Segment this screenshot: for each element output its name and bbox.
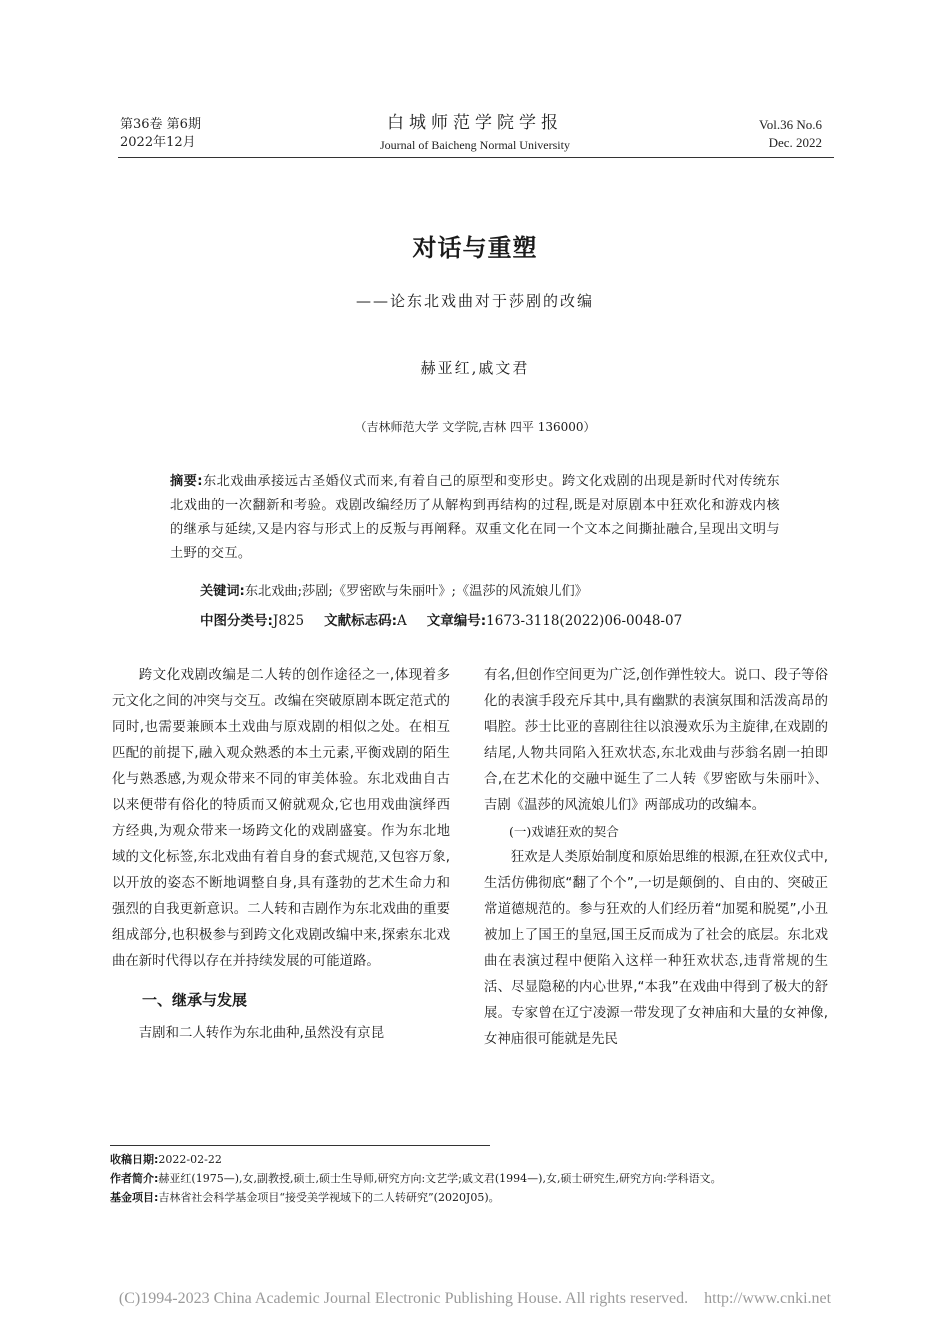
- clc-label: 中图分类号:: [200, 613, 273, 629]
- abstract-label: 摘要:: [170, 474, 203, 489]
- received-date: [110, 1150, 830, 1169]
- footnotes: [110, 1150, 830, 1207]
- affiliation: （吉林师范大学 文学院,吉林 四平 136000）: [354, 420, 596, 434]
- doc-code-value: A: [397, 613, 407, 629]
- paragraph: 跨文化戏剧改编是二人转的创作途径之一,体现着多元文化之间的冲突与交互。改编在突破原剧本既定范式的同时,也需要兼顾本土戏曲与原戏剧的相似之处。在相互匹配的前提下,融入观众熟悉的本土元素,平衡戏剧的陌生化与熟悉感,为观众带来不同的审美体验。东北戏曲自古以来便带有俗化的特质而又俯就观众,它也用戏曲演绎西方经典,为观众带来一场跨文化的戏剧盛宴。作为东北地域的文化标签,东北戏曲有着自身的套式规范,又包容万象,以开放的姿态不断地调整自身,具有蓬勃的艺术生命力和强烈的自我更新意识。二人转和吉剧作为东北戏曲的重要组成部分,也积极参与到跨文化戏剧改编中来,探索东北戏曲在新时代得以存在并持续发展的可能道路。: [112, 668, 450, 969]
- received-label: 收稿日期:: [110, 1153, 159, 1166]
- issue-date-cn: 2022年12月: [120, 135, 196, 150]
- subsection-heading: (一)戏谑狂欢的契合: [509, 824, 619, 839]
- abstract-text: 东北戏曲承接远古圣婚仪式而来,有着自己的原型和变形史。跨文化戏剧的出现是新时代对传统东北戏曲的一次翻新和考验。戏剧改编经历了从解构到再结构的过程,既是对原剧本中狂欢化和游戏内核的继承与延续,又是内容与形式上的反叛与再阐释。双重文化在同一个文本之间撕扯融合,呈现出文明与土野的交互。: [170, 474, 780, 561]
- fund-text: 吉林省社会科学基金项目“接受美学视域下的二人转研究”(2020J05)。: [158, 1191, 500, 1204]
- abstract: [170, 470, 780, 566]
- journal-title-en: Journal of Baicheng Normal University: [380, 138, 570, 152]
- paragraph: 狂欢是人类原始制度和原始思维的根源,在狂欢仪式中,生活仿佛彻底“翻了个个”,一切是颠倒的、自由的、突破正常道德规范的。参与狂欢的人们经历着“加冕和脱冕”,小丑被加上了国王的皇冠,国王反而成为了社会的底层。东北戏曲在表演过程中便陷入这样一种狂欢状态,违背常规的生活、尽显隐秘的内心世界,“本我”在戏曲中得到了极大的舒展。专家曾在辽宁凌源一带发现了女神庙和大量的女神像,女神庙很可能就是先民: [484, 850, 828, 1047]
- body-column-left: [112, 663, 450, 1047]
- keywords-label: 关键词:: [200, 584, 245, 599]
- bio-text: 赫亚红(1975—),女,副教授,硕士,硕士生导师,研究方向:文艺学;戚文君(1994—),女,硕士研究生,研究方向:学科语文。: [158, 1172, 722, 1185]
- classification-line: [200, 609, 682, 633]
- author-list: 赫亚红,戚文君: [420, 359, 530, 377]
- keywords: [200, 580, 588, 604]
- received-value: 2022-02-22: [158, 1153, 222, 1166]
- volume-issue-en: Vol.36 No.6: [759, 117, 822, 132]
- volume-issue: 第36卷 第6期: [120, 117, 201, 132]
- body-column-right: [484, 663, 828, 1053]
- bio-label: 作者简介:: [110, 1172, 159, 1185]
- paragraph: 吉剧和二人转作为东北曲种,虽然没有京昆: [138, 1026, 385, 1041]
- journal-title-cn: 白城师范学院学报: [387, 113, 563, 133]
- keywords-text: 东北戏曲;莎剧;《罗密欧与朱丽叶》;《温莎的风流娘儿们》: [244, 584, 588, 599]
- issue-info-en: [759, 116, 822, 152]
- section-heading: 一、继承与发展: [142, 991, 248, 1009]
- author-bio: [110, 1169, 830, 1188]
- clc-value: J825: [272, 613, 305, 629]
- article-title: 对话与重塑: [412, 234, 538, 262]
- header-divider: [118, 157, 834, 158]
- footnote-divider: [110, 1145, 490, 1146]
- doc-code-label: 文献标志码:: [324, 613, 397, 629]
- issue-date-en: Dec. 2022: [768, 135, 822, 150]
- paragraph: 有名,但创作空间更为广泛,创作弹性较大。说口、段子等俗化的表演手段充斥其中,具有幽默的表演氛围和活泼高昂的唱腔。莎士比亚的喜剧往往以浪漫欢乐为主旋律,在戏剧的结尾,人物共同陷入狂欢状态,东北戏曲与莎翁名剧一拍即合,在艺术化的交融中诞生了二人转《罗密欧与朱丽叶》、吉剧《温莎的风流娘儿们》两部成功的改编本。: [484, 668, 828, 813]
- fund-info: [110, 1188, 830, 1207]
- article-number-label: 文章编号:: [426, 613, 487, 629]
- article-subtitle: ——论东北戏曲对于莎剧的改编: [355, 292, 594, 310]
- article-number-value: 1673-3118(2022)06-0048-07: [486, 613, 683, 629]
- fund-label: 基金项目:: [110, 1191, 159, 1204]
- copyright-notice: (C)1994-2023 China Academic Journal Electronic Publishing House. All rights reserved. http://www.cnki.net: [118, 1290, 832, 1307]
